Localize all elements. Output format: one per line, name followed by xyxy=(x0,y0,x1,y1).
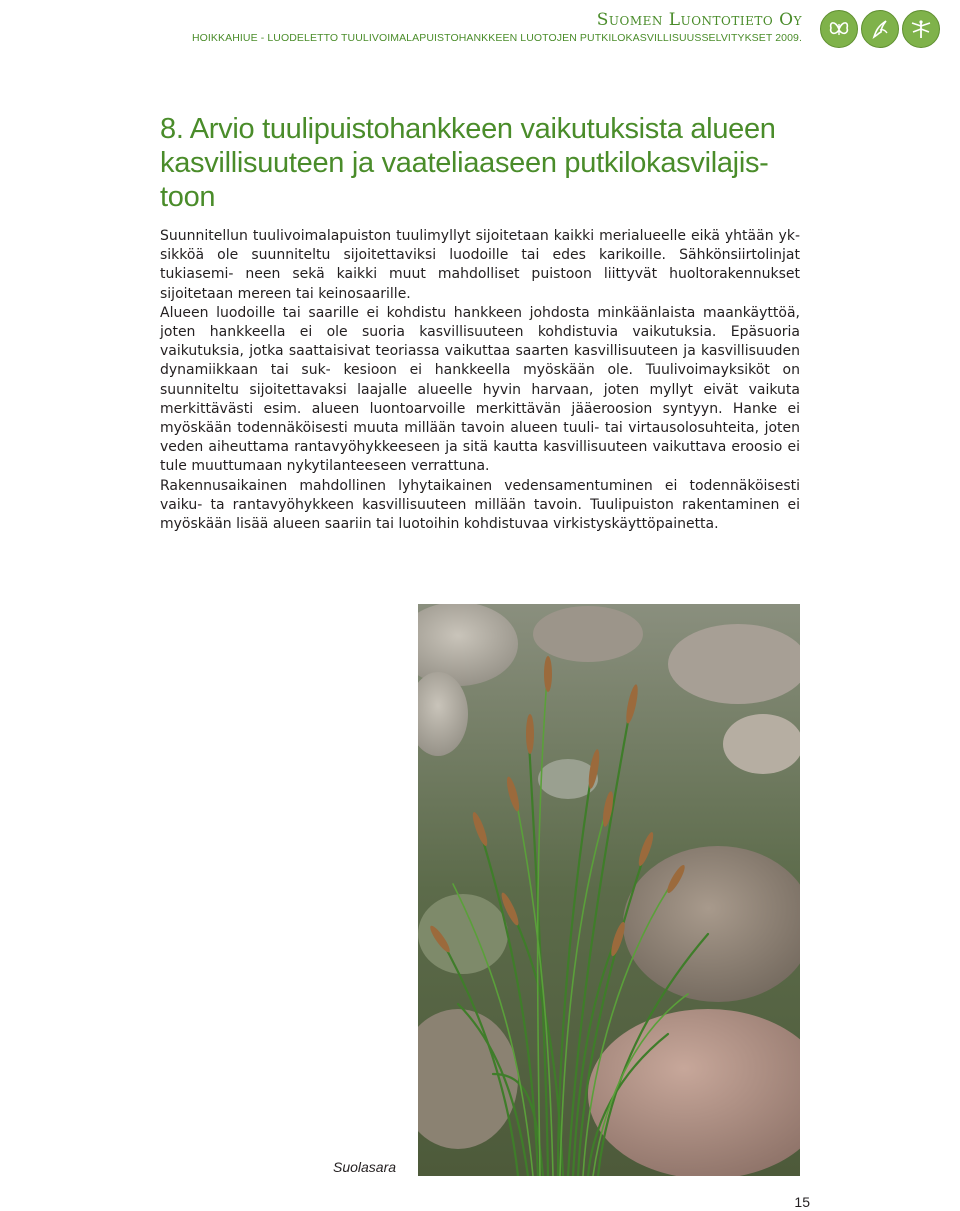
butterfly-icon xyxy=(820,10,858,48)
paragraph xyxy=(160,304,800,477)
report-title: HOIKKAHIUE - LUODELETTO TUULIVOIMALAPUISTOHANKKEEN LUOTOJEN PUTKILOKASVILLISUUSSELVITYKSET 2009. xyxy=(191,32,802,44)
page-number: 15 xyxy=(794,1194,810,1210)
logo-group xyxy=(820,10,940,48)
grass-photo xyxy=(418,604,800,1176)
text-line: Suunnitellun tuulivoimalapuiston tuulimyllyt sijoitetaan kaikki merialueelle eikä yhtään yk- xyxy=(160,228,800,244)
rock xyxy=(533,606,643,662)
text-line: merkittävän jääeroosion syntyyn. Hanke ei myöskään todennäköisesti muuta millään tavoin xyxy=(160,400,801,437)
seed-spike xyxy=(544,656,552,692)
text-line: Rakennusaikainen mahdollinen lyhytaikainen vedensamentuminen ei todennäköisesti vaiku- xyxy=(160,477,800,513)
text-line: kasvillisuuteen vaikuttava eroosio ei tule muuttumaan nykytilanteeseen verrattuna. xyxy=(160,439,800,475)
photo-illustration xyxy=(418,604,800,1176)
section-title-line: kasvillisuuteen ja vaateliaaseen putkilokasvilajis- xyxy=(160,147,769,179)
text-line: Alueen luodoille tai saarille ei kohdistu hankkeen johdosta minkäänlaista maankäyttöä, joten xyxy=(160,304,800,341)
text-line: alueen tuuli- tai virtausolosuhteita, joten veden aiheuttama rantavyöhykkeeseen ja sitä kautta xyxy=(160,420,800,456)
company-name: Suomen Luontotieto Oy xyxy=(596,10,802,30)
text-line: sikköä ole suunniteltu sijoitettaviksi luodoille tai edes karikoille. Sähkönsiirtolinjat tukiasemi- xyxy=(160,247,800,283)
bird-icon xyxy=(861,10,899,48)
text-line: ta rantavyöhykkeen kasvillisuuteen millään tavoin. Tuulipuiston rakentaminen ei myöskään xyxy=(160,496,800,533)
text-line: lisää alueen saariin tai luotoihin kohdistuvaa virkistyskäyttöpainetta. xyxy=(236,516,719,533)
text-line: neen sekä kaikki muut mahdolliset puistoon liittyvät huoltorakennukset sijoitetaan mereen tai xyxy=(160,266,801,302)
section-title-line: toon xyxy=(160,181,216,213)
text-line: keinosaarille. xyxy=(318,285,411,302)
dragonfly-icon xyxy=(902,10,940,48)
text-line: kesioon ei hankkeella myöskään ole. Tuulivoimayksiköt on suunniteltu sijoitettavaksi laajalle xyxy=(160,362,800,398)
text-line: alueelle hyvin harvaan, joten myllyt eivät vaikuta merkittävästi esim. alueen luontoarvoille xyxy=(160,381,800,417)
rock xyxy=(723,714,800,774)
body-text xyxy=(160,227,800,534)
paragraph xyxy=(160,227,800,304)
section-title xyxy=(160,112,840,214)
figure-caption: Suolasara xyxy=(333,1159,397,1175)
paragraph xyxy=(160,477,800,535)
text-line: saattaisivat teoriassa vaikuttaa saarten kasvillisuuteen ja kasvillisuuden dynamiikkaan tai suk- xyxy=(160,343,800,379)
section-title-line: 8. Arvio tuulipuistohankkeen vaikutuksista alueen xyxy=(160,113,776,145)
seed-spike xyxy=(526,714,534,754)
text-line: hankkeella ei ole suoria kasvillisuuteen kohdistuvia vaikutuksia. Epäsuoria vaikutuksia, jotka xyxy=(160,324,800,360)
